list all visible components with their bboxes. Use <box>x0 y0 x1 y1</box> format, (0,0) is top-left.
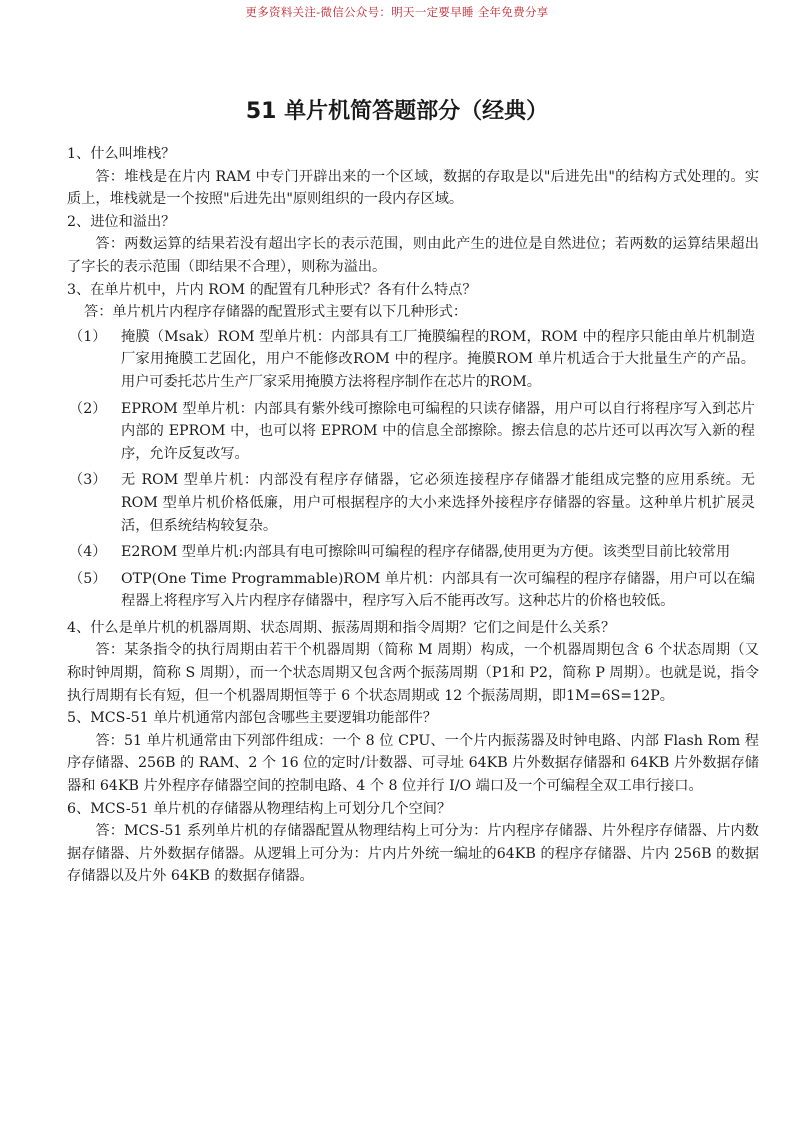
list-item <box>67 398 759 466</box>
list-item-text: EPROM 型单片机：内部具有紫外线可擦除电可编程的只读存储器，用户可以自行将程序写入到芯片内部的 EPROM 中，也可以将 EPROM 中的信息全部擦除。擦去信息的芯片还可以再次写入新的程序，允许反复改写。 <box>121 400 755 462</box>
rom-config-list <box>67 326 759 613</box>
list-item-text: 掩膜（Msak）ROM 型单片机：内部具有工厂掩膜编程的ROM，ROM 中的程序只能由单片机制造厂家用掩膜工艺固化，用户不能修改ROM 中的程序。掩膜ROM 单片机适合于大批量生产的产品。用户可委托芯片生产厂家采用掩膜方法将程序制作在芯片的ROM。 <box>121 328 755 390</box>
list-item-number: （4） <box>69 544 107 561</box>
list-item-number: （1） <box>69 328 107 345</box>
answer-5: 答：51 单片机通常由下列部件组成：一个 8 位 CPU、一个片内振荡器及时钟电路、内部 Flash Rom 程序存储器、256B 的 RAM、2 个 16 位的定时/计数器、可寻址 64KB 片外数据存储器和 64KB 片外数据存储器和 64KB 片外程序存储器空间的控制电路、4 个 8 位并行 I/O 端口及一个可编程全双工串行接口。 <box>67 732 759 795</box>
question-4: 4、什么是单片机的机器周期、状态周期、振荡周期和指令周期？它们之间是什么关系？ <box>67 619 616 636</box>
question-3: 3、在单片机中，片内 ROM 的配置有几种形式？各有什么特点？ <box>67 281 477 298</box>
answer-6: 答：MCS-51 系列单片机的存储器配置从物理结构上可分为：片内程序存储器、片外程序存储器、片内数据存储器、片外数据存储器。从逻辑上可分为：片内片外统一编址的64KB 的程序存储器、片内 256B 的数据存储器以及片外 64KB 的数据存储器。 <box>67 823 759 885</box>
list-item-text: 无 ROM 型单片机：内部没有程序存储器，它必须连接程序存储器才能组成完整的应用系统。无 ROM 型单片机价格低廉，用户可根据程序的大小来选择外接程序存储器的容量。这种单片机扩展灵活，但系统结构较复杂。 <box>121 472 755 534</box>
answer-3-intro: 答：单片机片内程序存储器的配置形式主要有以下几种形式： <box>84 304 468 321</box>
question-2: 2、进位和溢出？ <box>67 213 176 230</box>
list-item <box>67 469 759 537</box>
question-6: 6、MCS-51 单片机的存储器从物理结构上可划分几个空间？ <box>67 800 452 817</box>
list-item-number: （5） <box>69 570 107 587</box>
list-item-number: （3） <box>69 472 107 489</box>
answer-1: 答：堆栈是在片内 RAM 中专门开辟出来的一个区域，数据的存取是以"后进先出"的结构方式处理的。实质上，堆栈就是一个按照"后进先出"原则组织的一段内存区域。 <box>67 168 759 208</box>
page-title: 51 单片机简答题部分（经典） <box>245 99 549 124</box>
header-note: 更多资料关注-微信公众号：明天一定要早睡 全年免费分享 <box>245 5 549 19</box>
list-item-text: E2ROM 型单片机:内部具有电可擦除叫可编程的程序存储器,使用更为方便。该类型目前比较常用 <box>121 544 731 561</box>
list-item-number: （2） <box>69 400 107 417</box>
answer-2: 答：两数运算的结果若没有超出字长的表示范围，则由此产生的进位是自然进位；若两数的运算结果超出了字长的表示范围（即结果不合理），则称为溢出。 <box>67 236 759 275</box>
question-5: 5、MCS-51 单片机通常内部包含哪些主要逻辑功能部件？ <box>67 710 437 727</box>
list-item-text: OTP(One Time Programmable)ROM 单片机：内部具有一次可编程的程序存储器，用户可以在编程器上将程序写入片内程序存储器中，程序写入后不能再改写。这种芯片的价格也较低。 <box>121 570 755 610</box>
question-1: 1、什么叫堆栈？ <box>67 146 176 162</box>
list-item <box>67 568 759 613</box>
list-item <box>67 541 759 564</box>
list-item <box>67 326 759 394</box>
document-body <box>67 143 759 888</box>
answer-4: 答：某条指令的执行周期由若干个机器周期（简称 M 周期）构成，一个机器周期包含 6 个状态周期（又称时钟周期，简称 S 周期），而一个状态周期又包含两个振荡周期（P1和 P2，简称 P 周期）。也就是说，指令执行周期有长有短，但一个机器周期恒等于 6 个状态周期或 12 个振荡周期，即1M=6S=12P。 <box>67 642 759 704</box>
